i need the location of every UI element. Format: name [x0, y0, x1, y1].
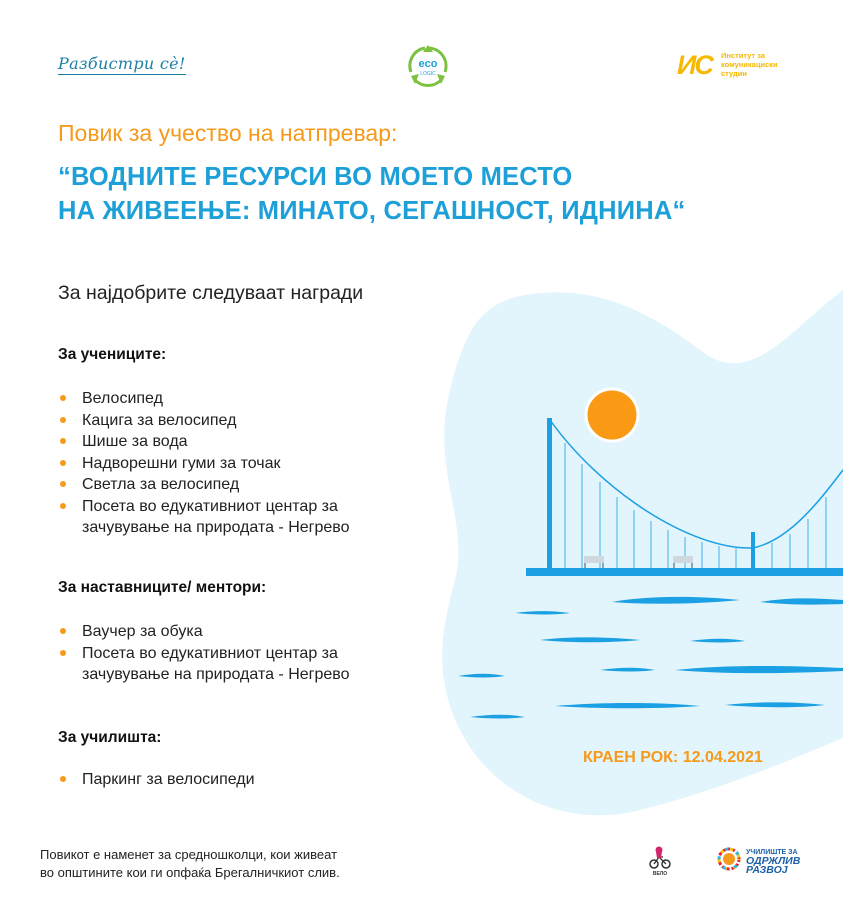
title-line-1: “ВОДНИТЕ РЕСУРСИ ВО МОЕТО МЕСТО	[58, 163, 573, 191]
eco-logo-word: eco	[418, 58, 438, 70]
sun-icon	[586, 389, 638, 441]
title-line-2: НА ЖИВЕЕЊЕ: МИНАТО, СЕГАШНОСТ, ИДНИНА“	[58, 197, 686, 225]
sdg-school-name: УЧИЛИШТЕ ЗА ОДРЖЛИВ РАЗВОЈ	[746, 849, 801, 876]
sdg-school-logo-icon	[716, 846, 806, 876]
list-item: Кацига за велосипед	[58, 410, 350, 432]
light-blue-blob	[442, 290, 843, 815]
call-subtitle: Повик за учество на натпревар:	[58, 120, 398, 146]
bullet-icon	[60, 417, 66, 423]
eco-logic-logo-icon	[405, 42, 451, 88]
bullet-icon	[60, 503, 66, 509]
ic-mark: ИС	[677, 50, 712, 80]
section-students-list	[58, 388, 350, 539]
list-item: Посета во едукативниот центар за	[58, 643, 350, 665]
list-item: Велосипед	[58, 388, 350, 410]
bullet-icon	[60, 628, 66, 634]
list-item: Посета во едукативниот центар за	[58, 496, 350, 518]
prizes-heading: За најдобрите следуваат награди	[58, 282, 364, 304]
section-schools-heading: За училишта:	[58, 729, 162, 746]
bullet-icon	[60, 438, 66, 444]
list-item-continuation: зачувување на природата - Негрево	[82, 519, 350, 536]
section-students-heading: За учениците:	[58, 346, 167, 363]
competition-title	[58, 160, 685, 228]
list-item-continuation: зачувување на природата - Негрево	[82, 666, 350, 683]
ic-institute-name: Институт за комуникациски студии	[721, 51, 778, 78]
deadline: КРАЕН РОК: 12.04.2021	[583, 749, 763, 766]
list-item: Шише за вода	[58, 431, 350, 453]
list-item: Надворешни гуми за точак	[58, 453, 350, 475]
footnote: Повикот е наменет за средношколци, кои живеат во општините кои ги опфаќа Брегалничкиот слив.	[40, 847, 340, 880]
logic-logo-word: LOGIC	[420, 71, 436, 77]
bullet-icon	[60, 395, 66, 401]
velo-logo-word: ВЕЛО	[652, 871, 668, 877]
brand-logo: Разбистри сѐ!	[58, 54, 186, 73]
bullet-icon	[60, 650, 66, 656]
velo-logo-icon	[646, 842, 674, 878]
bullet-icon	[60, 776, 66, 782]
section-teachers-heading: За наставниците/ ментори:	[58, 579, 267, 596]
section-schools-list	[58, 769, 255, 791]
ic-institute-logo-icon	[677, 50, 797, 82]
bullet-icon	[60, 460, 66, 466]
list-item: Ваучер за обука	[58, 621, 350, 643]
list-item: Паркинг за велосипеди	[58, 769, 255, 791]
bullet-icon	[60, 481, 66, 487]
list-item: Светла за велосипед	[58, 474, 350, 496]
section-teachers-list	[58, 621, 350, 686]
